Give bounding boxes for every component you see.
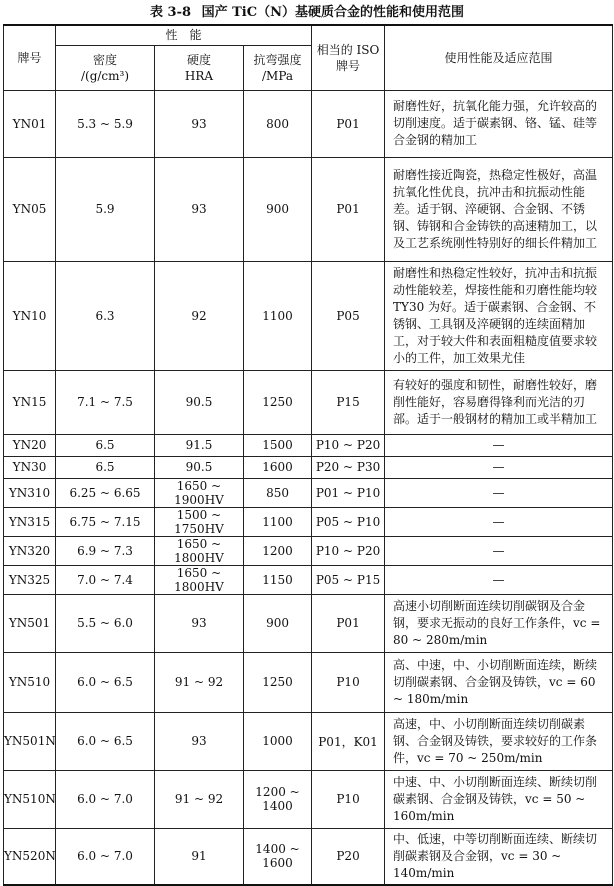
cell-iso: P10	[312, 770, 385, 828]
cell-usage: —	[385, 456, 613, 478]
header-density-label: 密度	[92, 52, 117, 67]
table-row	[4, 770, 613, 828]
cell-usage: 高速，中、小切削断面连续切削碳素钢、合金钢及铸铁，要求较好的工作条件，vc = 70 ~ 250m/min	[385, 712, 613, 770]
table-row	[4, 594, 613, 652]
cell-hardness: 91 ~ 92	[155, 770, 244, 828]
properties-table	[3, 24, 613, 886]
cell-iso: P10	[312, 652, 385, 712]
cell-grade: YN20	[4, 434, 56, 456]
cell-usage: —	[385, 565, 613, 594]
cell-strength: 800	[244, 90, 312, 157]
cell-strength: 850	[244, 478, 312, 507]
table-number: 表 3-8	[150, 5, 192, 20]
cell-strength: 1250	[244, 370, 312, 434]
cell-hardness: 1650 ~ 1900HV	[155, 478, 244, 507]
cell-iso: P05 ~ P15	[312, 565, 385, 594]
cell-strength: 1250	[244, 652, 312, 712]
cell-density: 6.9 ~ 7.3	[56, 536, 155, 565]
cell-density: 5.5 ~ 6.0	[56, 594, 155, 652]
cell-density: 6.75 ~ 7.15	[56, 507, 155, 536]
cell-iso: P05 ~ P10	[312, 507, 385, 536]
cell-iso: P01	[312, 90, 385, 157]
cell-density: 6.0 ~ 6.5	[56, 712, 155, 770]
cell-density: 6.3	[56, 261, 155, 370]
cell-iso: P10 ~ P20	[312, 434, 385, 456]
table-caption	[0, 0, 614, 24]
cell-density: 7.0 ~ 7.4	[56, 565, 155, 594]
cell-strength: 1400 ~ 1600	[244, 828, 312, 885]
cell-iso: P01，K01	[312, 712, 385, 770]
cell-density: 6.5	[56, 434, 155, 456]
cell-density: 5.9	[56, 157, 155, 261]
cell-density: 6.5	[56, 456, 155, 478]
header-hardness	[155, 45, 244, 90]
cell-grade: YN315	[4, 507, 56, 536]
cell-usage: —	[385, 434, 613, 456]
table-row	[4, 565, 613, 594]
header-iso-line2: 牌号	[336, 58, 361, 73]
cell-usage: —	[385, 478, 613, 507]
table-row	[4, 90, 613, 157]
cell-usage: 有较好的强度和韧性，耐磨性较好，磨削性能好，容易磨得锋利而光洁的刃部。适于一般钢材的精加工或半精加工	[385, 370, 613, 434]
cell-hardness: 1500 ~ 1750HV	[155, 507, 244, 536]
table-title: 国产 TiC（N）基硬质合金的性能和使用范围	[201, 5, 464, 20]
cell-hardness: 93	[155, 157, 244, 261]
header-strength	[244, 45, 312, 90]
cell-grade: YN15	[4, 370, 56, 434]
header-properties: 性 能	[56, 25, 312, 45]
cell-grade: YN520N	[4, 828, 56, 885]
cell-usage: 耐磨性好，抗氧化能力强，允许较高的切削速度。适于碳素钢、铬、锰、硅等合金钢的精加工	[385, 90, 613, 157]
table-row	[4, 478, 613, 507]
cell-iso: P20 ~ P30	[312, 456, 385, 478]
cell-strength: 1100	[244, 261, 312, 370]
cell-density: 6.0 ~ 6.5	[56, 652, 155, 712]
cell-hardness: 93	[155, 90, 244, 157]
cell-usage: —	[385, 507, 613, 536]
cell-strength: 1500	[244, 434, 312, 456]
cell-grade: YN30	[4, 456, 56, 478]
cell-grade: YN310	[4, 478, 56, 507]
cell-iso: P15	[312, 370, 385, 434]
cell-hardness: 91 ~ 92	[155, 652, 244, 712]
cell-usage: 中、低速，中等切削断面连续、断续切削碳素钢及合金钢，vc = 30 ~ 140m/min	[385, 828, 613, 885]
cell-iso: P10 ~ P20	[312, 536, 385, 565]
cell-hardness: 90.5	[155, 370, 244, 434]
header-hardness-unit: HRA	[184, 68, 214, 83]
cell-grade: YN05	[4, 157, 56, 261]
cell-hardness: 92	[155, 261, 244, 370]
cell-usage: —	[385, 536, 613, 565]
table-row	[4, 828, 613, 885]
cell-iso: P01	[312, 594, 385, 652]
cell-hardness: 1650 ~ 1800HV	[155, 565, 244, 594]
cell-iso: P01	[312, 157, 385, 261]
cell-hardness: 91	[155, 828, 244, 885]
cell-hardness: 93	[155, 594, 244, 652]
cell-strength: 900	[244, 157, 312, 261]
cell-iso: P20	[312, 828, 385, 885]
cell-grade: YN325	[4, 565, 56, 594]
header-usage: 使用性能及适应范围	[385, 25, 613, 90]
cell-strength: 1200	[244, 536, 312, 565]
cell-density: 6.0 ~ 7.0	[56, 828, 155, 885]
cell-strength: 1000	[244, 712, 312, 770]
header-density-unit: /(g/cm³)	[80, 68, 130, 83]
cell-hardness: 91.5	[155, 434, 244, 456]
cell-strength: 1100	[244, 507, 312, 536]
table-row	[4, 261, 613, 370]
cell-grade: YN320	[4, 536, 56, 565]
header-strength-label: 抗弯强度	[253, 52, 302, 67]
cell-usage: 高、中速，中、小切削断面连续，断续切削碳素钢、合金钢及铸铁，vc = 60 ~ 180m/min	[385, 652, 613, 712]
cell-grade: YN510	[4, 652, 56, 712]
cell-iso: P05	[312, 261, 385, 370]
cell-strength: 1200 ~ 1400	[244, 770, 312, 828]
cell-strength: 1600	[244, 456, 312, 478]
header-density	[56, 45, 155, 90]
cell-usage: 高速小切削断面连续切削碳钢及合金钢，要求无振动的良好工作条件，vc = 80 ~ 280m/min	[385, 594, 613, 652]
header-iso-line1: 相当的 ISO	[316, 42, 380, 57]
cell-grade: YN501N	[4, 712, 56, 770]
cell-density: 6.0 ~ 7.0	[56, 770, 155, 828]
cell-density: 7.1 ~ 7.5	[56, 370, 155, 434]
cell-density: 6.25 ~ 6.65	[56, 478, 155, 507]
table-row	[4, 370, 613, 434]
cell-grade: YN510N	[4, 770, 56, 828]
header-strength-unit: /MPa	[262, 68, 294, 83]
cell-usage: 耐磨性接近陶瓷，热稳定性极好，高温抗氧化性优良，抗冲击和抗振动性能差。适于钢、淬硬钢、合金钢、不锈钢、铸钢和合金铸铁的高速精加工，以及工艺系统刚性特别好的细长件精加工	[385, 157, 613, 261]
cell-iso: P01 ~ P10	[312, 478, 385, 507]
table-row	[4, 536, 613, 565]
cell-grade: YN10	[4, 261, 56, 370]
table-row	[4, 507, 613, 536]
cell-grade: YN501	[4, 594, 56, 652]
cell-hardness: 90.5	[155, 456, 244, 478]
table-row	[4, 712, 613, 770]
table-row	[4, 456, 613, 478]
header-grade: 牌号	[4, 25, 56, 90]
cell-hardness: 1650 ~ 1800HV	[155, 536, 244, 565]
cell-strength: 1150	[244, 565, 312, 594]
table-row	[4, 434, 613, 456]
header-iso	[312, 25, 385, 90]
table-row	[4, 157, 613, 261]
cell-strength: 900	[244, 594, 312, 652]
cell-grade: YN01	[4, 90, 56, 157]
cell-hardness: 93	[155, 712, 244, 770]
cell-usage: 耐磨性和热稳定性较好，抗冲击和抗振动性能较差，焊接性能和刃磨性能均较 TY30 为好。适于碳素钢、合金钢、不锈钢、工具钢及淬硬钢的连续面精加工，对于较大件和表面粗糙度值要求较小的工件，加工效果尤佳	[385, 261, 613, 370]
header-hardness-label: 硬度	[186, 52, 211, 67]
cell-usage: 中速、中、小切削断面连续、断续切削碳素钢、合金钢及铸铁，vc = 50 ~ 160m/min	[385, 770, 613, 828]
cell-density: 5.3 ~ 5.9	[56, 90, 155, 157]
table-row	[4, 652, 613, 712]
